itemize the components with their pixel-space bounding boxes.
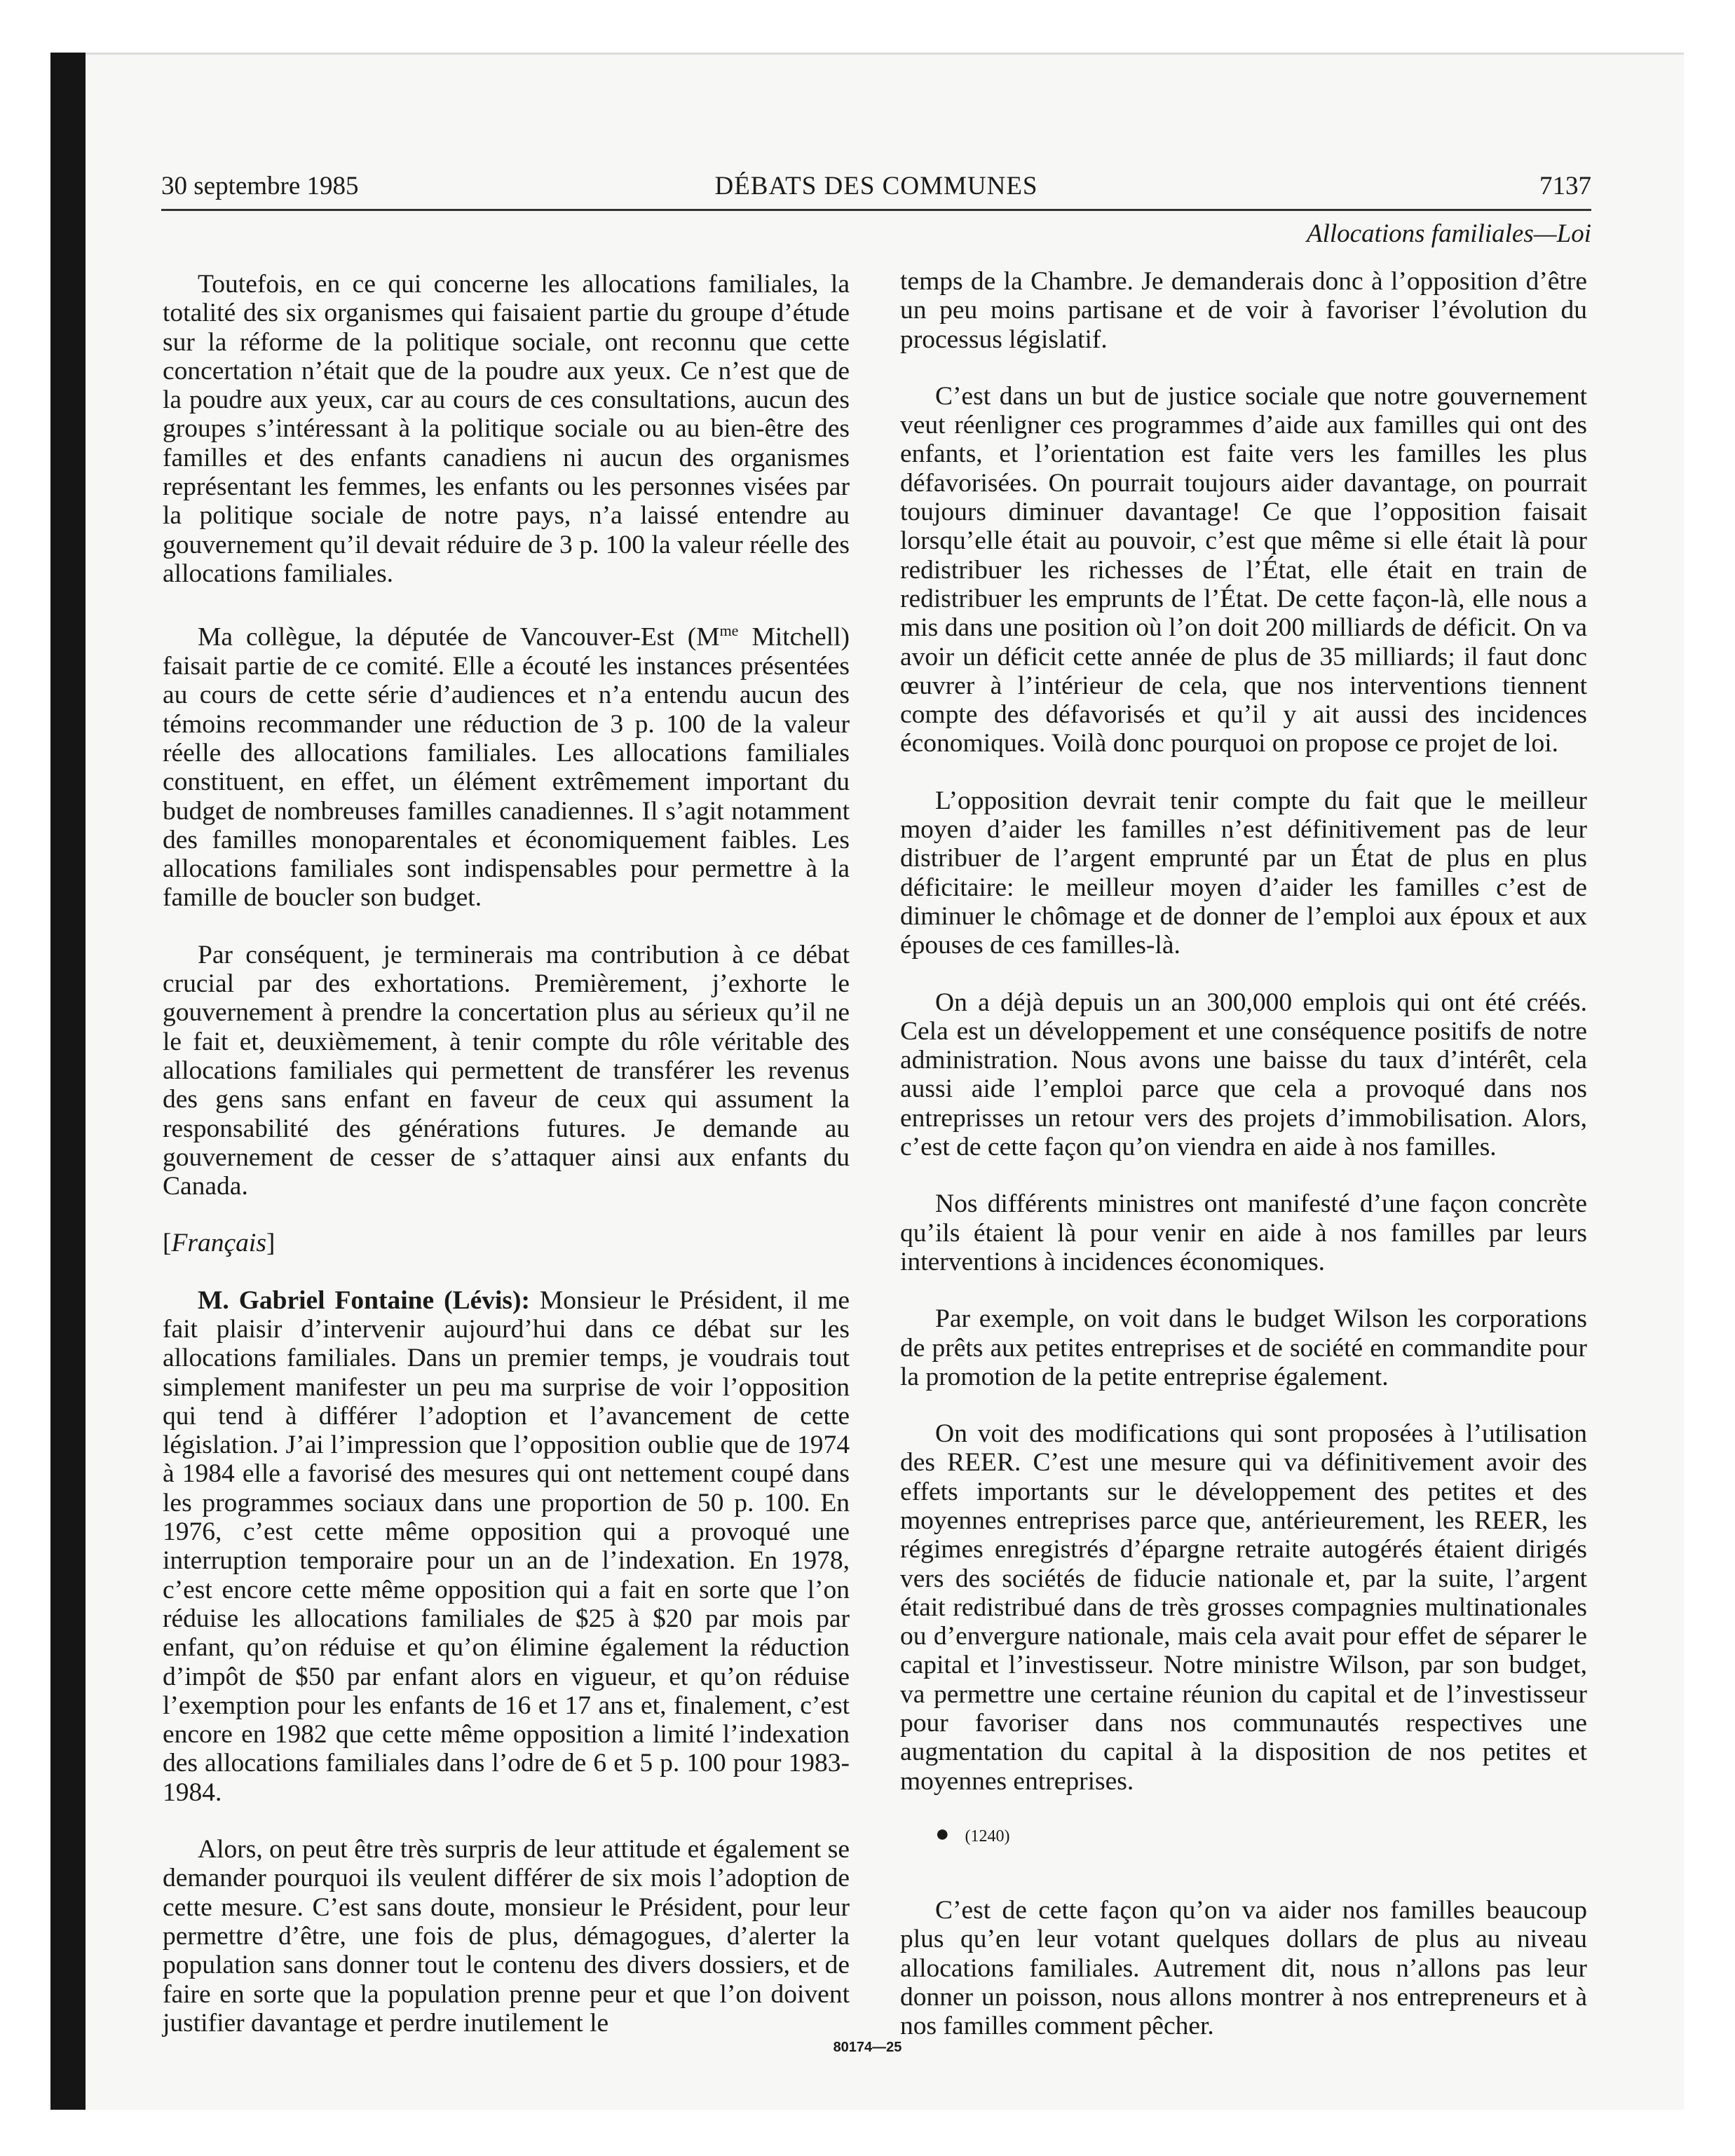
header-page-number: 7137: [1539, 172, 1591, 200]
paragraph: L’opposition devrait tenir compte du fait que le meilleur moyen d’aider les familles n’est définitivement pas de leur distribuer de l’argent emprunté par un État de plus en plus déficitaire: le meilleur moyen d’aider les familles c’est de diminuer le chômage et de donner de l’emploi aux époux et aux épouses de ces familles-là.: [900, 786, 1587, 960]
paragraph: Nos différents ministres ont manifesté d’une façon concrète qu’ils étaient là pour venir en aide à nos familles par leurs interventions à incidences économiques.: [900, 1189, 1587, 1276]
bullet-icon: ●: [935, 1820, 950, 1847]
scan-binding-shadow: [50, 53, 86, 2110]
paragraph-text: Mitchell) faisait partie de ce comité. Elle a écouté les instances présentées au cours de cette série d’audiences et n’a entendu aucun des témoins recommander une réduction de 3 p. 100 de la valeur réelle des allocations familiales. Les allocations familiales constituent, en effet, un élément extrêmement important du budget de nombreuses familles canadiennes. Il s’agit notamment des familles monoparentales et économiquement faibles. Les allocations familiales sont indispensables pour permettre à la famille de boucler son budget.: [163, 622, 850, 913]
paragraph: Par conséquent, je terminerais ma contribution à ce débat crucial par des exhortations. Premièrement, j’exhorte le gouvernement à prendre la concertation plus au sérieux qu’il ne le fait et, deuxièmement, à tenir compte du rôle véritable des allocations familiales qui permettent de transférer les revenus des gens sans enfant en faveur de ceux qui assument la responsabilité des générations futures. Je demande au gouvernement de cesser de s’attaquer ainsi aux enfants du Canada.: [163, 940, 850, 1201]
language-note-text: Français: [171, 1229, 266, 1258]
language-note: [Français]: [163, 1229, 275, 1258]
timestamp: [900, 1820, 1587, 1847]
header-date: 30 septembre 1985: [161, 172, 359, 200]
paragraph: Alors, on peut être très surpris de leur attitude et également se demander pourquoi ils veulent différer de six mois l’adoption de cette mesure. C’est sans doute, monsieur le Président, pour leur permettre d’être, une fois de plus, démagogues, d’alerter la population sans donner tout le contenu des divers dossiers, et de faire en sorte que la population prenne peur et que l’on doivent justifier davantage et perdre inutilement le: [163, 1835, 850, 2038]
right-column: [900, 267, 1587, 2068]
paragraph: C’est de cette façon qu’on va aider nos familles beaucoup plus qu’en leur votant quelques dollars de plus au niveau allocations familiales. Autrement dit, nous n’allons pas leur donner un poisson, nous allons montrer à nos entrepreneurs et à nos familles comment pêcher.: [900, 1895, 1587, 2041]
page-footer-code: 80174—25: [833, 2040, 902, 2055]
paragraph: C’est dans un but de justice sociale que notre gouvernement veut réenligner ces programmes d’aide aux familles qui ont des enfants, et l’orientation est faite vers les familles les plus défavorisées. On pourrait toujours aider davantage, on pourrait toujours diminuer davantage! Ce que l’opposition faisait lorsqu’elle était au pouvoir, c’est que même si elle était là pour redistribuer les richesses de l’État, elle était en train de redistribuer les emprunts de l’État. De cette façon-là, elle nous a mis dans une position où l’on doit 200 milliards de déficit. On va avoir un déficit cette année de plus de 35 milliards; il faut donc œuvrer à l’intérieur de cela, que nos interventions tiennent compte des défavorisés et qu’il y ait aussi des incidences économiques. Voilà donc pourquoi on propose ce projet de loi.: [900, 381, 1587, 758]
left-column: [163, 270, 850, 2038]
paragraph-text: Monsieur le Président, il me fait plaisir d’intervenir aujourd’hui dans ce débat sur les allocations familiales. Dans un premier temps, je voudrais tout simplement manifester un peu ma surprise de voir l’opposition qui tend à différer l’adoption et l’avancement de cette législation. J’ai l’impression que l’opposition oublie que de 1974 à 1984 elle a favorisé des mesures qui ont nettement coupé dans les programmes sociaux dans une proportion de 50 p. 100. En 1976, c’est cette même opposition qui a provoqué une interruption temporaire pour un an de l’indexation. En 1978, c’est encore cette même opposition qui a fait en sorte que l’on réduise les allocations familiales de $25 à $20 par mois par enfant, qu’on réduise et qu’on élimine également la réduction d’impôt de $50 par enfant alors en vigueur, et qu’on réduise l’exemption pour les enfants de 16 et 17 ans et, finalement, c’est encore en 1982 que cette même opposition a limité l’indexation des allocations familiales dans l’odre de 6 et 5 p. 100 pour 1983-1984.: [163, 1285, 850, 1807]
timestamp-text: (1240): [965, 1827, 1010, 1845]
subject-heading: Allocations familiales—Loi: [1307, 219, 1591, 248]
superscript: me: [719, 622, 739, 640]
paragraph: [163, 1286, 850, 1807]
paragraph: Toutefois, en ce qui concerne les allocations familiales, la totalité des six organismes qui faisaient partie du groupe d’étude sur la réforme de la politique sociale, ont reconnu que cette concertation n’était que de la poudre aux yeux. Ce n’est que de la poudre aux yeux, car au cours de ces consultations, aucun des groupes s’intéressant à la politique sociale ou au bien-être des familles et des enfants canadiens ni aucun des organismes représentant les femmes, les enfants ou les personnes visées par la politique sociale de notre pays, n’a laissé entendre au gouvernement qu’il devait réduire de 3 p. 100 la valeur réelle des allocations familiales.: [163, 270, 850, 588]
speaker-name: M. Gabriel Fontaine (Lévis):: [198, 1285, 530, 1315]
paragraph: On a déjà depuis un an 300,000 emplois qui ont été créés. Cela est un développement et une conséquence positifs de notre administration. Nous avons une baisse du taux d’intérêt, cela aussi aide l’emploi parce que cela a provoqué dans nos entreprisses un retour vers des projets d’immobilisation. Alors, c’est de cette façon qu’on viendra en aide à nos familles.: [900, 988, 1587, 1162]
paragraph: Par exemple, on voit dans le budget Wilson les corporations de prêts aux petites entreprises et de société en commandite pour la promotion de la petite entreprise également.: [900, 1304, 1587, 1391]
paragraph-text: Ma collègue, la députée de Vancouver-Est (M: [198, 622, 720, 652]
running-header: [161, 167, 1591, 211]
scan-margin: [0, 0, 50, 2156]
header-title: DÉBATS DES COMMUNES: [714, 172, 1038, 200]
paragraph: On voit des modifications qui sont proposées à l’utilisation des REER. C’est une mesure qui va définitivement avoir des effets importants sur le développement des petites et des moyennes entreprises parce que, antérieurement, les REER, les régimes enregistrés d’épargne retraite autogérés étaient dirigés vers des sociétés de fiducie nationale et, par la suite, l’argent était redistribué dans de très grosses compagnies multinationales ou d’envergure nationale, mais cela avait pour effet de séparer le capital et l’investisseur. Notre ministre Wilson, par son budget, va permettre une certaine réunion du capital et de l’investisseur pour favoriser dans nos communautés respectives une augmentation du capital à la disposition de nos petites et moyennes entreprises.: [900, 1419, 1587, 1796]
paragraph: [163, 616, 850, 912]
paragraph: temps de la Chambre. Je demanderais donc à l’opposition d’être un peu moins partisane et de voir à favoriser l’évolution du processus législatif.: [900, 267, 1587, 354]
